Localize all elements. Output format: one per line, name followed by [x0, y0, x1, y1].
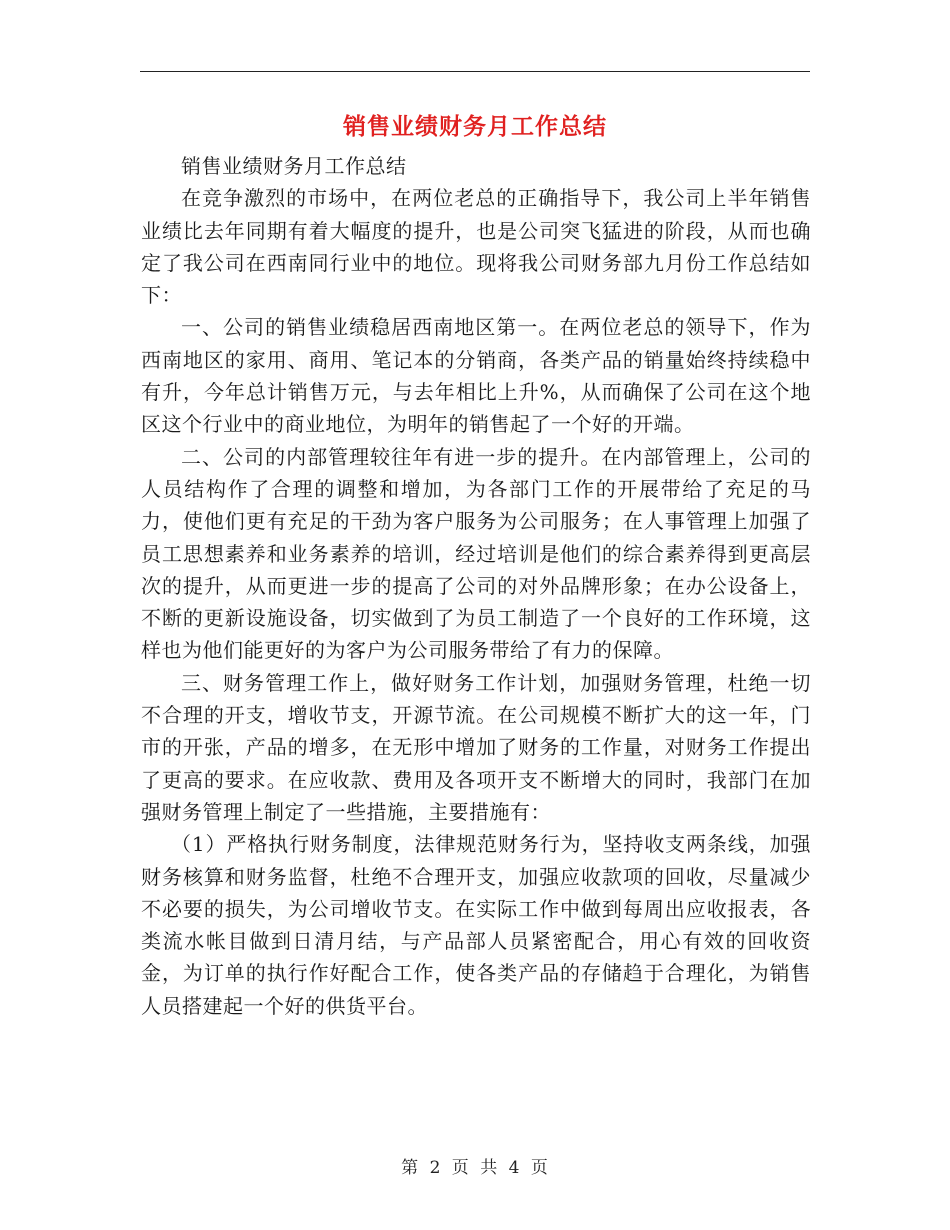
page-footer: [0, 1153, 950, 1178]
paragraph-measure-1: （1）严格执行财务制度，法律规范财务行为，坚持收支两条线，加强财务核算和财务监督，杜绝不合理开支，加强应收款项的回收，尽量减少不必要的损失，为公司增收节支。在实际工作中做到每周出应收报表，各类流水帐目做到日清月结，与产品部人员紧密配合，用心有效的回收资金，为订单的执行作好配合工作，使各类产品的存储趋于合理化，为销售人员搭建起一个好的供货平台。: [141, 832, 811, 1018]
paragraph-subtitle: 销售业绩财务月工作总结: [181, 154, 407, 178]
footer-prefix: 第: [401, 1158, 420, 1178]
header-rule: [140, 71, 810, 72]
paragraph-intro: 在竞争激烈的市场中，在两位老总的正确指导下，我公司上半年销售业绩比去年同期有着大幅度的提升，也是公司突飞猛进的阶段，从而也确定了我公司在西南同行业中的地位。现将我公司财务部九月份工作总结如下：: [141, 186, 811, 308]
document-body: [141, 150, 811, 1022]
footer-total-word: 共: [480, 1158, 499, 1178]
paragraph-section-1: 一、公司的销售业绩稳居西南地区第一。在两位老总的领导下，作为西南地区的家用、商用、笔记本的分销商，各类产品的销量始终持续稳中有升，今年总计销售万元，与去年相比上升%，从而确保了公司在这个地区这个行业中的商业地位，为明年的销售起了一个好的开端。: [141, 315, 811, 437]
paragraph-section-3: 三、财务管理工作上，做好财务工作计划，加强财务管理，杜绝一切不合理的开支，增收节支，开源节流。在公司规模不断扩大的这一年，门市的开张，产品的增多，在无形中增加了财务的工作量，对财务工作提出了更高的要求。在应收款、费用及各项开支不断增大的同时，我部门在加强财务管理上制定了一些措施，主要措施有：: [141, 670, 811, 824]
document-title: 销售业绩财务月工作总结: [343, 114, 607, 140]
footer-suffix: 页: [530, 1158, 549, 1178]
footer-total-pages: 4: [508, 1158, 521, 1178]
footer-page-word: 页: [451, 1158, 470, 1178]
footer-current-page: 2: [429, 1158, 442, 1178]
paragraph-section-2: 二、公司的内部管理较往年有进一步的提升。在内部管理上，公司的人员结构作了合理的调整和增加，为各部门工作的开展带给了充足的马力，使他们更有充足的干劲为客户服务为公司服务；在人事管理上加强了员工思想素养和业务素养的培训，经过培训是他们的综合素养得到更高层次的提升，从而更进一步的提高了公司的对外品牌形象；在办公设备上，不断的更新设施设备，切实做到了为员工制造了一个良好的工作环境，这样也为他们能更好的为客户为公司服务带给了有力的保障。: [141, 444, 811, 663]
